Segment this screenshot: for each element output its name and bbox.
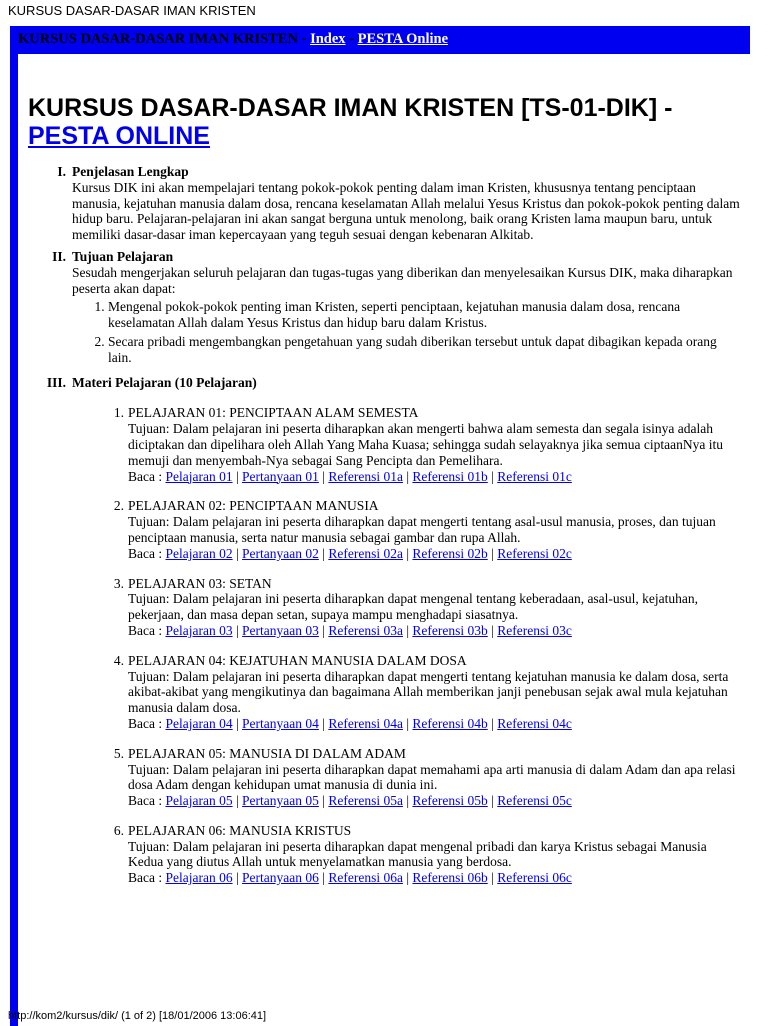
link-separator: | xyxy=(402,870,413,886)
lesson-item xyxy=(98,746,740,809)
lesson-resource-link[interactable]: Referensi 05c xyxy=(497,793,572,809)
lesson-number: 4. xyxy=(113,652,124,668)
section-title: Tujuan Pelajaran xyxy=(72,248,174,264)
lesson-resource-link[interactable]: Pertanyaan 04 xyxy=(242,715,319,731)
heading-pesta-link[interactable]: PESTA ONLINE xyxy=(28,122,210,150)
link-separator: | xyxy=(318,870,329,886)
lesson-number: 2. xyxy=(113,498,124,514)
lesson-links xyxy=(128,546,740,562)
lesson-resource-link[interactable]: Referensi 05a xyxy=(328,793,403,809)
section-tujuan xyxy=(28,249,740,369)
link-separator: | xyxy=(487,870,498,886)
lesson-resource-link[interactable]: Referensi 03b xyxy=(412,622,488,638)
lesson-resource-link[interactable]: Referensi 01b xyxy=(412,468,488,484)
lesson-resource-link[interactable]: Referensi 05b xyxy=(412,793,488,809)
lesson-goal: Tujuan: Dalam pelajaran ini peserta diharapkan dapat mengenal pribadi dan karya Kristus sebagai Manusia Kedua yang diutus Allah untuk menyelamatkan manusia yang berdosa. xyxy=(128,838,707,870)
lesson-links xyxy=(128,623,740,639)
lesson-goal: Tujuan: Dalam pelajaran ini peserta diharapkan dapat mengerti tentang kejatuhan manusia ke dalam dosa, serta akibat-akibat yang mengikutinya dan bagaimana Allah memberikan janji penebusan sejak awal mula kejatuhan manusia dalam dosa. xyxy=(128,668,729,716)
link-separator: | xyxy=(402,545,413,561)
link-separator: | xyxy=(318,545,329,561)
lesson-resource-link[interactable]: Referensi 04c xyxy=(497,715,572,731)
baca-label: Baca : xyxy=(128,545,166,561)
lesson-resource-link[interactable]: Pertanyaan 06 xyxy=(242,870,319,886)
lesson-resource-link[interactable]: Pelajaran 06 xyxy=(165,870,233,886)
section-text: Sesudah mengerjakan seluruh pelajaran dan tugas-tugas yang diberikan dan menyelesaikan Kursus DIK, maka diharapkan peserta akan dapat: xyxy=(72,264,733,296)
lesson-title: PELAJARAN 01: PENCIPTAAN ALAM SEMESTA xyxy=(128,405,419,421)
baca-label: Baca : xyxy=(128,622,166,638)
lesson-title: PELAJARAN 06: MANUSIA KRISTUS xyxy=(128,822,352,838)
lesson-list xyxy=(28,405,740,886)
lesson-resource-link[interactable]: Referensi 03c xyxy=(497,622,572,638)
lesson-resource-link[interactable]: Referensi 02b xyxy=(412,545,488,561)
link-separator: | xyxy=(232,622,243,638)
link-separator: | xyxy=(487,545,498,561)
lesson-item xyxy=(98,823,740,886)
lesson-resource-link[interactable]: Pertanyaan 05 xyxy=(242,793,319,809)
link-separator: | xyxy=(318,468,329,484)
lesson-goal: Tujuan: Dalam pelajaran ini peserta diharapkan akan mengerti bahwa alam semesta dan segala isinya adalah diciptakan dan dipelihara oleh Allah Yang Maha Kuasa; sehingga sudah selayaknya jika semua ciptaanNya itu memuji dan menyembah-Nya sebagai Sang Pencipta dan Pemelihara. xyxy=(128,421,723,468)
page-header-title: KURSUS DASAR-DASAR IMAN KRISTEN xyxy=(8,3,256,18)
link-separator: | xyxy=(402,715,413,731)
index-link[interactable]: Index xyxy=(310,31,346,47)
section-number: I. xyxy=(57,164,66,179)
link-separator: | xyxy=(487,468,498,484)
link-separator: | xyxy=(318,793,329,809)
main-content xyxy=(18,54,750,1026)
goal-item: 2. Secara pribadi mengembangkan pengetahuan yang sudah diberikan tersebut untuk dapat dibagikan kepada orang lain. xyxy=(108,334,740,366)
baca-label: Baca : xyxy=(128,468,166,484)
section-title: Penjelasan Lengkap xyxy=(72,164,189,179)
link-separator: | xyxy=(232,870,243,886)
lesson-title: PELAJARAN 03: SETAN xyxy=(128,575,272,591)
lesson-goal: Tujuan: Dalam pelajaran ini peserta diharapkan dapat mengenal tentang keberadaan, asal-usul, kejatuhan, pekerjaan, dan masa depan setan, supaya mampu menghadapi siasatnya. xyxy=(128,591,699,623)
content-frame xyxy=(10,26,750,1026)
lesson-resource-link[interactable]: Referensi 06b xyxy=(412,870,488,886)
link-separator: | xyxy=(402,468,413,484)
baca-label: Baca : xyxy=(128,793,166,809)
lesson-title: PELAJARAN 02: PENCIPTAAN MANUSIA xyxy=(128,498,379,514)
section-number: II. xyxy=(52,248,66,264)
heading-text: KURSUS DASAR-DASAR IMAN KRISTEN [TS-01-DIK] - xyxy=(28,94,673,122)
lesson-resource-link[interactable]: Pertanyaan 01 xyxy=(242,468,319,484)
lesson-links xyxy=(128,870,740,886)
lesson-number: 1. xyxy=(113,405,124,421)
lesson-title: PELAJARAN 05: MANUSIA DI DALAM ADAM xyxy=(128,745,406,761)
lesson-links xyxy=(128,793,740,809)
link-separator: | xyxy=(402,793,413,809)
lesson-resource-link[interactable]: Referensi 01a xyxy=(328,468,403,484)
lesson-resource-link[interactable]: Referensi 04b xyxy=(412,715,488,731)
lesson-resource-link[interactable]: Referensi 06c xyxy=(497,870,572,886)
link-separator: | xyxy=(487,793,498,809)
lesson-title: PELAJARAN 04: KEJATUHAN MANUSIA DALAM DOSA xyxy=(128,652,467,668)
lesson-item xyxy=(98,576,740,639)
lesson-resource-link[interactable]: Pertanyaan 03 xyxy=(242,622,319,638)
lesson-number: 5. xyxy=(113,745,124,761)
baca-label: Baca : xyxy=(128,715,166,731)
lesson-goal: Tujuan: Dalam pelajaran ini peserta diharapkan dapat memahami apa arti manusia di dalam Adam dan apa relasi dosa Adam dengan kehidupan umat manusia di dunia ini. xyxy=(128,761,736,793)
lesson-resource-link[interactable]: Pertanyaan 02 xyxy=(242,545,319,561)
lesson-resource-link[interactable]: Referensi 02c xyxy=(497,545,572,561)
section-title: Materi Pelajaran (10 Pelajaran) xyxy=(72,374,257,390)
separator: - xyxy=(297,31,311,47)
link-separator: | xyxy=(487,715,498,731)
page-footer: http://kom2/kursus/dik/ (1 of 2) [18/01/2006 13:06:41] xyxy=(8,1010,267,1022)
lesson-resource-link[interactable]: Referensi 03a xyxy=(328,622,403,638)
goal-item: 1. Mengenal pokok-pokok penting iman Kristen, seperti penciptaan, kejatuhan manusia dalam dosa, rencana keselamatan Allah dalam Yesus Kristus dan hidup baru dalam Kristus. xyxy=(108,299,740,331)
link-separator: | xyxy=(232,715,243,731)
lesson-resource-link[interactable]: Pelajaran 02 xyxy=(165,545,233,561)
lesson-resource-link[interactable]: Referensi 02a xyxy=(328,545,403,561)
lesson-resource-link[interactable]: Pelajaran 05 xyxy=(165,793,233,809)
lesson-resource-link[interactable]: Referensi 06a xyxy=(328,870,403,886)
link-separator: | xyxy=(402,622,413,638)
lesson-links xyxy=(128,716,740,732)
lesson-links xyxy=(128,469,740,485)
lesson-number: 6. xyxy=(113,822,124,838)
link-separator: | xyxy=(232,468,243,484)
lesson-goal: Tujuan: Dalam pelajaran ini peserta diharapkan dapat mengerti tentang asal-usul manusia, proses, dan tujuan penciptaan manusia, serta natur manusia sebagai gambar dan rupa Allah. xyxy=(128,514,716,545)
section-penjelasan xyxy=(28,164,740,243)
separator: - xyxy=(345,31,358,47)
goal-list xyxy=(72,299,740,365)
lesson-resource-link[interactable]: Pelajaran 03 xyxy=(165,622,233,638)
frame-title: KURSUS DASAR-DASAR IMAN KRISTEN xyxy=(18,31,298,47)
link-separator: | xyxy=(232,793,243,809)
link-separator: | xyxy=(232,545,243,561)
lesson-resource-link[interactable]: Referensi 01c xyxy=(497,468,572,484)
frame-title-bar xyxy=(18,30,742,48)
lesson-resource-link[interactable]: Pelajaran 01 xyxy=(165,468,233,484)
link-separator: | xyxy=(318,715,329,731)
pesta-online-link[interactable]: PESTA Online xyxy=(357,31,449,47)
lesson-resource-link[interactable]: Referensi 04a xyxy=(328,715,403,731)
lesson-item xyxy=(98,498,740,561)
baca-label: Baca : xyxy=(128,870,166,886)
page-heading xyxy=(28,94,740,150)
lesson-item xyxy=(98,653,740,732)
link-separator: | xyxy=(318,622,329,638)
lesson-item xyxy=(98,405,740,484)
section-materi xyxy=(28,375,740,391)
section-number: III. xyxy=(46,374,66,390)
lesson-number: 3. xyxy=(113,575,124,591)
link-separator: | xyxy=(487,622,498,638)
section-text: Kursus DIK ini akan mempelajari tentang pokok-pokok penting dalam iman Kristen, khususnya tentang penciptaan manusia, kejatuhan manusia dalam dosa, rencana keselamatan Allah melalui Yesus Kristus dan pokok-pokok penting dalam hidup baru. Pelajaran-pelajaran ini akan sangat berguna untuk menolong, baik orang Kristen lama maupun baru, untuk memiliki dasar-dasar iman kepercayaan yang teguh sesuai dengan kebenaran Alkitab. xyxy=(72,179,740,243)
lesson-resource-link[interactable]: Pelajaran 04 xyxy=(165,715,233,731)
